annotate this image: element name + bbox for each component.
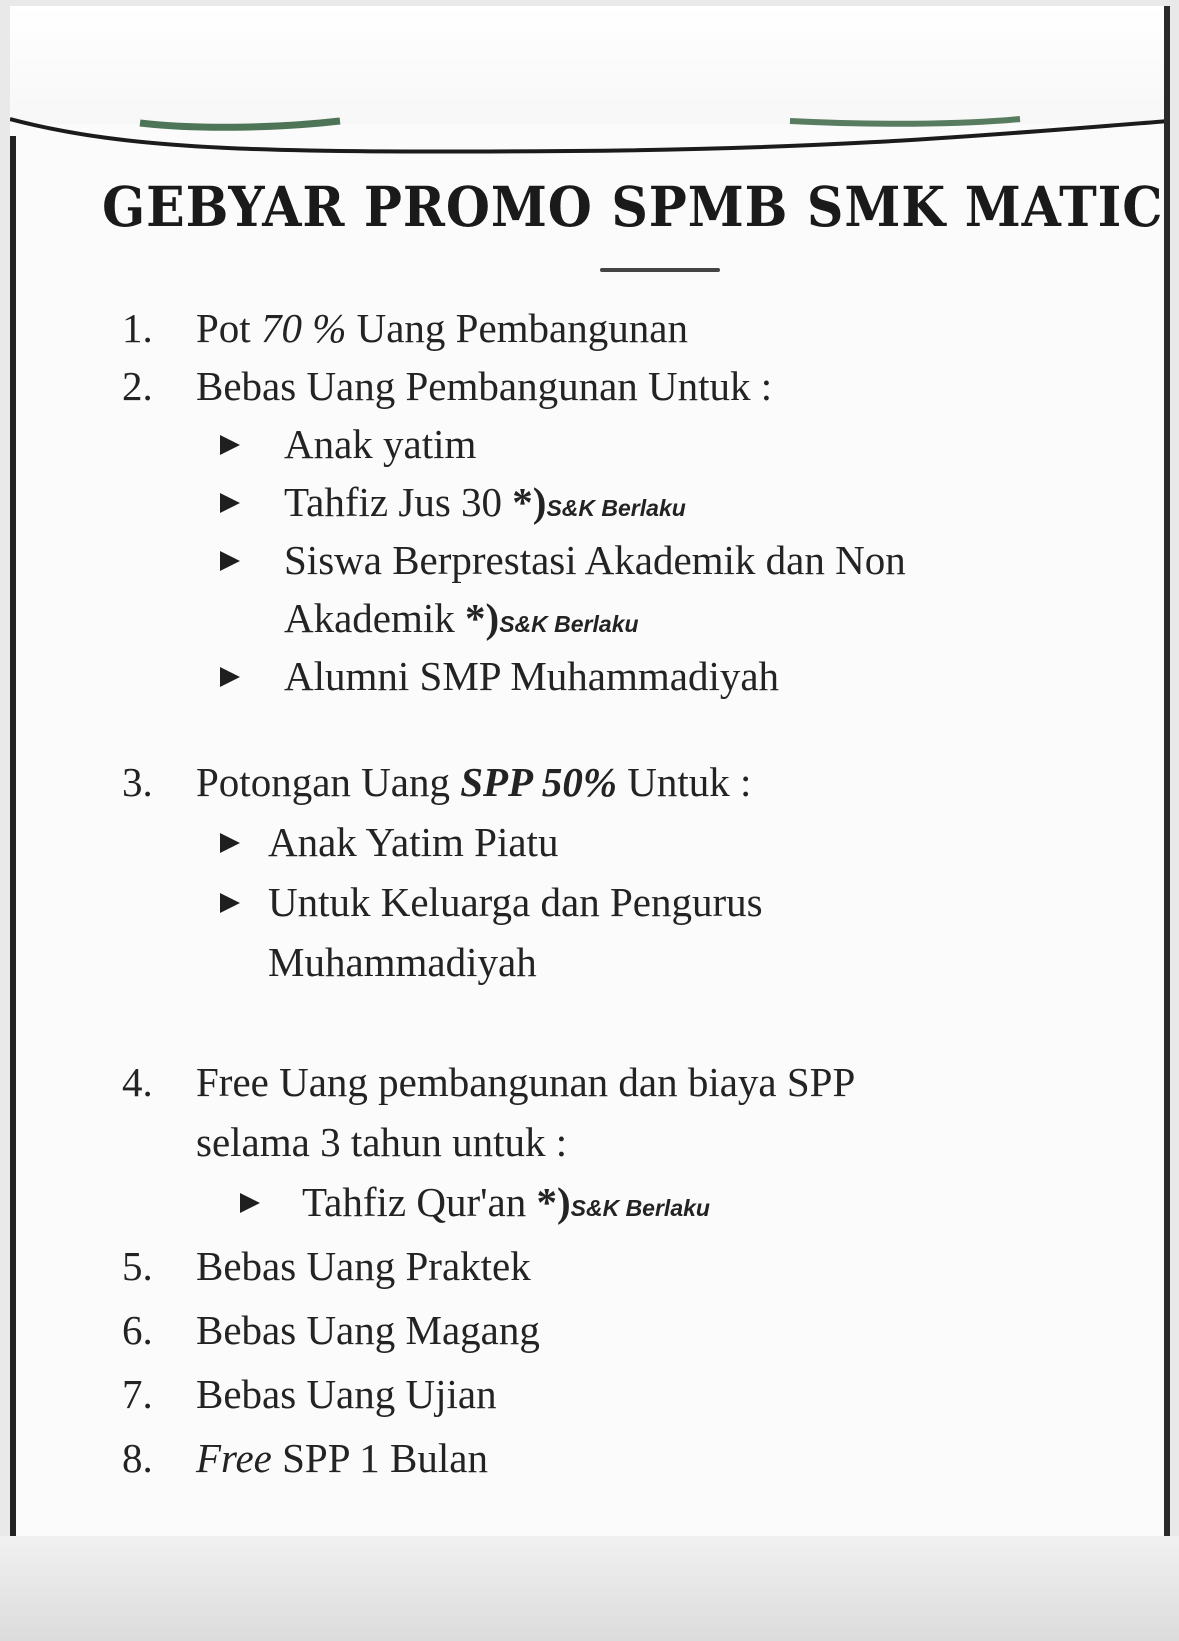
list-item-7: 7. Bebas Uang Ujian bbox=[122, 1371, 497, 1417]
title-underline bbox=[600, 268, 720, 272]
bottom-margin bbox=[0, 1536, 1179, 1641]
arrow-bullet-icon bbox=[220, 435, 240, 455]
arrow-bullet-icon bbox=[220, 893, 240, 913]
sub-item: Tahfiz Qur'an *)S&K Berlaku bbox=[240, 1178, 710, 1232]
sub-item: Siswa Berprestasi Akademik dan Non bbox=[220, 536, 906, 584]
sub-item: Anak Yatim Piatu bbox=[220, 818, 558, 866]
left-edge bbox=[10, 136, 16, 1536]
list-item-2: 2. Bebas Uang Pembangunan Untuk : bbox=[122, 363, 773, 409]
right-edge bbox=[1164, 6, 1170, 1536]
header-curve bbox=[10, 111, 1170, 181]
arrow-bullet-icon bbox=[220, 551, 240, 571]
page-title: GEBYAR PROMO SPMB SMK MATIC bbox=[102, 174, 1164, 239]
list-item-5: 5. Bebas Uang Praktek bbox=[122, 1243, 531, 1289]
list-item-6: 6. Bebas Uang Magang bbox=[122, 1307, 540, 1353]
list-item-4-continuation: selama 3 tahun untuk : bbox=[196, 1119, 568, 1165]
arrow-bullet-icon bbox=[220, 833, 240, 853]
arrow-bullet-icon bbox=[240, 1193, 260, 1213]
sub-item: Anak yatim bbox=[220, 420, 476, 468]
sub-item: Untuk Keluarga dan Pengurus bbox=[220, 878, 763, 926]
sub-item: Alumni SMP Muhammadiyah bbox=[220, 652, 779, 700]
arrow-bullet-icon bbox=[220, 493, 240, 513]
sub-item-continuation: Muhammadiyah bbox=[268, 939, 537, 985]
list-item-8: 8. Free SPP 1 Bulan bbox=[122, 1435, 488, 1481]
arrow-bullet-icon bbox=[220, 667, 240, 687]
sub-item: Tahfiz Jus 30 *)S&K Berlaku bbox=[220, 478, 686, 532]
list-item-4: 4. Free Uang pembangunan dan biaya SPP bbox=[122, 1059, 856, 1105]
list-item-3: 3. Potongan Uang SPP 50% Untuk : bbox=[122, 759, 752, 805]
promo-sheet bbox=[10, 6, 1170, 1536]
top-band bbox=[10, 6, 1170, 124]
sub-item-continuation: Akademik *)S&K Berlaku bbox=[284, 595, 639, 641]
list-item-1: 1. Pot 70 % Uang Pembangunan bbox=[122, 305, 688, 351]
